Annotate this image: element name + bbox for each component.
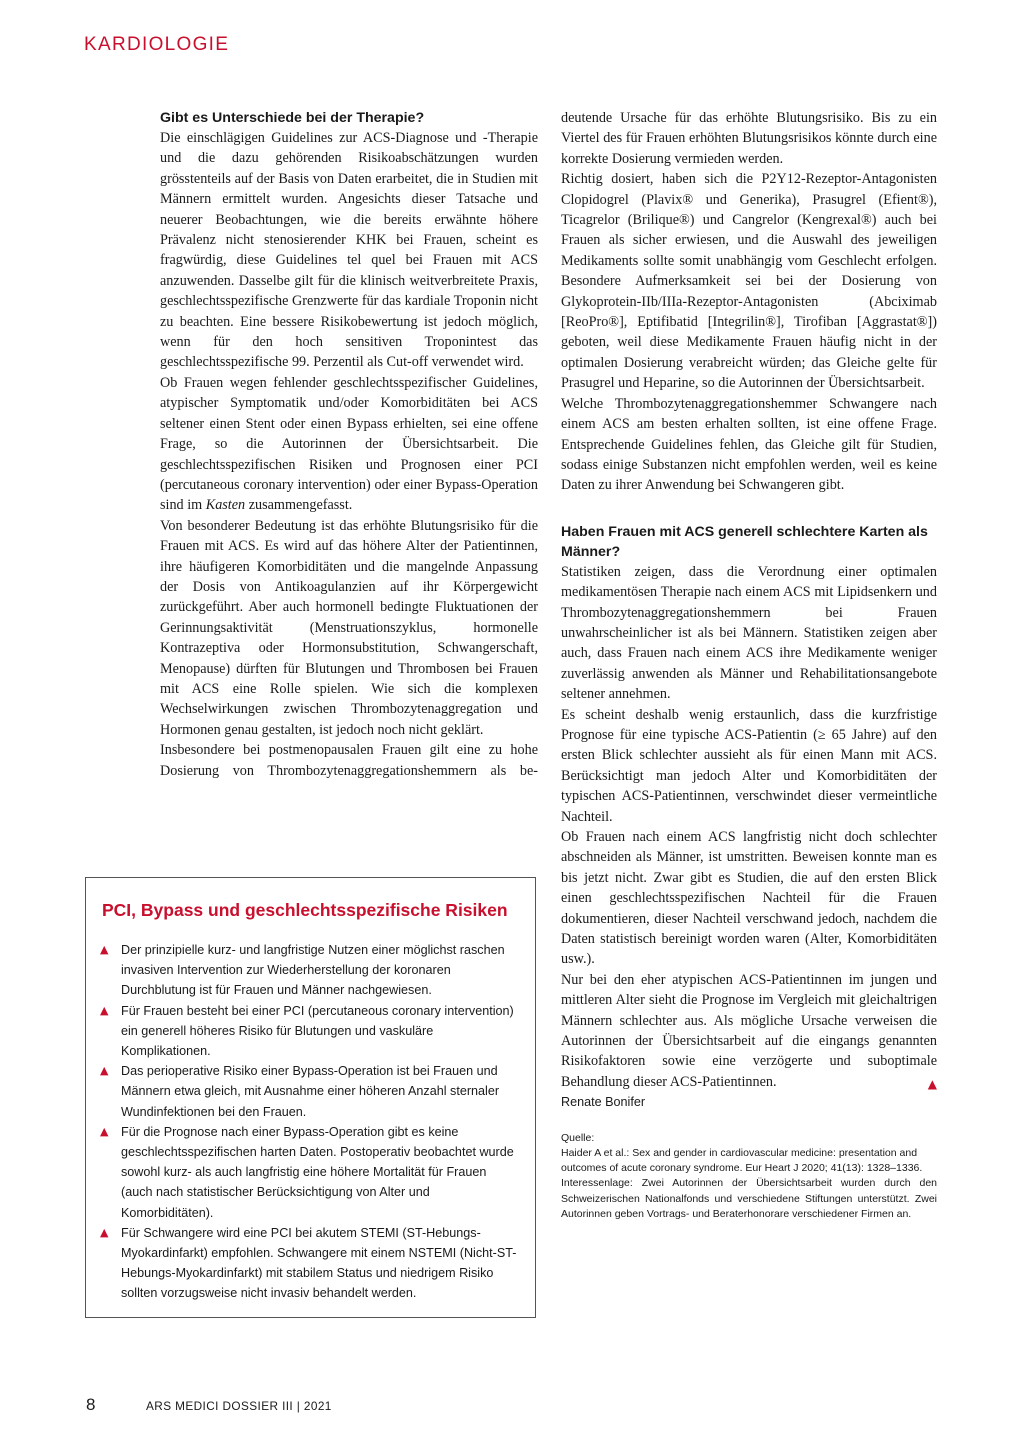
paragraph: Welche Thrombozytenaggregationshemmer Schwangere nach einem ACS am besten erhalten sollten, ist eine offene Frage. Entsprechende Guidelines fehlen, das Gleiche gilt für Studien, sodass einige Substanzen nicht empfohlen werden, weil es keine Daten zu ihrer Anwendung bei Schwangeren gibt. xyxy=(561,395,937,494)
paragraph: Statistiken zeigen, dass die Verordnung einer optimalen medikamentösen Therapie nach einem ACS mit Lipidsenkern und Thrombozytenaggregationshemmern bei Frauen unwahrscheinlicher ist als bei Männern. Statistiken zeigen aber auch, dass Frauen nach einem ACS ihre Medikamente weniger zuverlässig anwenden als Männer und Rehabilitationsangebote seltener annehmen. xyxy=(561,563,937,703)
box-item-text: Das perioperative Risiko einer Bypass-Operation ist bei Frauen und Männern etwa gleich, mit Ausnahme einer höheren Anzahl sternaler Wundinfektionen bei den Frauen. xyxy=(121,1064,500,1119)
box-list-item xyxy=(100,1122,517,1223)
source-block xyxy=(561,1131,937,1177)
right-column xyxy=(561,108,937,1222)
paragraph: deutende Ursache für das erhöhte Blutungsrisiko. Bis zu ein Viertel des für Frauen erhöhten Blutungsrisikos könnte durch eine korrekte Dosierung vermieden werden. xyxy=(561,110,937,167)
page-number: 8 xyxy=(86,1395,96,1414)
box-item-text: Der prinzipielle kurz- und langfristige Nutzen einer möglichst raschen invasiven Intervention zur Wiederherstellung der koronaren Durchblutung ist für Frauen und Männer nachgewiesen. xyxy=(121,943,505,998)
source-label: Quelle: xyxy=(561,1131,595,1144)
triangle-bullet-icon: ▲ xyxy=(100,1064,109,1078)
box-item-text: Für Schwangere wird eine PCI bei akutem STEMI (ST-Hebungs-Myokardinfarkt) empfohlen. Schwangere mit einem NSTEMI (Nicht-ST-Hebungs-Myokardinfarkt) mit stabilem Status und niedrigem Risiko sollten vorzugsweise nicht invasiv behandelt werden. xyxy=(121,1225,517,1301)
paragraph: Ob Frauen nach einem ACS langfristig nicht doch schlechter abschneiden als Männer, ist umstritten. Beweisen konnte man es bis jetzt nicht. Zwar gibt es Studien, die auf den ersten Blick einen geschlechtsspezifischen Nachteil für die Frauen dokumentieren, dieser Nachteil verschwand jedoch, nachdem die Daten statistisch bereinigt worden waren (Alter, Komorbiditäten usw.). xyxy=(561,829,937,968)
end-of-article-icon: ▲ xyxy=(927,1076,937,1091)
triangle-bullet-icon: ▲ xyxy=(100,943,109,956)
conflict-of-interest: Interessenlage: Zwei Autorinnen der Übersichtsarbeit wurden durch den Schweizerischen Nationalfonds und verschiedene Stiftungen unterstützt. Zwei Autorinnen geben Vortrags- und Beraterhonorare verschiedener Firmen an. xyxy=(561,1177,937,1220)
paragraph: Es scheint deshalb wenig erstaunlich, dass die kurzfristige Prognose für eine typische ACS-Patientin (≥ 65 Jahre) auf den ersten Blick schlechter aussieht als für einen Mann mit ACS. Berücksichtigt man jedoch Alter und Komorbiditäten der typischen ACS-Patientinnen, verschwindet dieser vermeintliche Nachteil. xyxy=(561,706,937,825)
kasten-reference: Kasten xyxy=(205,497,246,514)
paragraph-final xyxy=(561,970,937,1092)
paragraph: Die einschlägigen Guidelines zur ACS-Diagnose und -Therapie und die dazu gehörenden Risikoabschätzungen wurden grösstenteils auf der Basis von Daten erarbeitet, die in Studien mit Männern ermittelt wurden. Angesichts dieser Tatsache und neuerer Beobachtungen, wie die bereits erwähnte höhere Prävalenz nicht stenosierender KHK bei Frauen, scheint es fragwürdig, diese Guidelines tel quel bei Frauen mit ACS anzuwenden. Dasselbe gilt für die klinisch weitverbreitete Praxis, geschlechtsspezifische Grenzwerte für das kardiale Troponin nicht zu beachten. Eine bessere Risikobewertung ist jedoch möglich, wenn für den hoch sensitiven Troponintest das geschlechtsspezifische 99. Perzentil als Cut-off verwendet wird. xyxy=(160,130,538,371)
author-name: Renate Bonifer xyxy=(561,1095,646,1110)
paragraph: Von besonderer Bedeutung ist das erhöhte Blutungsrisiko für die Frauen mit ACS. Es wird auf das höhere Alter der Patientinnen, ihre häufigeren Komorbiditäten und die mangelnde Anpassung der Dosis von Antikoagulanzien auf ihr Körpergewicht zurückgeführt. Aber auch hormonell bedingte Fluktuationen der Gerinnungsaktivität (Menstruationszyklus, hormonelle Kontrazeptiva oder Hormonsubstitution, Schwangerschaft, Menopause) dürften für Blutungen und Thrombosen bei Frauen mit ACS eine Rolle spielen. Wie sich die komplexen Wechselwirkungen zwischen Thrombozytenaggregation und Hormonen genau gestalten, ist jedoch noch nicht geklärt. xyxy=(160,517,538,738)
paragraph: Richtig dosiert, haben sich die P2Y12-Rezeptor-Antagonisten Clopidogrel (Plavix® und Generika), Prasugrel (Efient®), Ticagrelor (Brilique®) und Cangrelor (Kengrexal®) auch bei Frauen als sicher erwiesen, und die Auswahl des jeweiligen Medikaments sollte somit unabhängig vom Geschlecht erfolgen. Besondere Aufmerksamkeit sei bei der Dosierung von Glykoprotein-IIb/IIIa-Rezeptor-Antagonisten (Abciximab [ReoPro®], Eptifibatid [Integrilin®], Tirofiban [Aggrastat®]) geboten, weil diese Medikamente Frauen häufig nicht in der optimalen Dosierung verabreicht würden; das Gleiche gelte für Prasugrel und Heparine, so die Autorinnen der Übersichtsarbeit. xyxy=(561,171,937,392)
triangle-bullet-icon: ▲ xyxy=(100,1003,109,1017)
publication-info: ARS MEDICI DOSSIER III | 2021 xyxy=(146,1399,332,1413)
subheading-prognosis: Haben Frauen mit ACS generell schlechtere Karten als Männer? xyxy=(561,523,928,560)
info-box xyxy=(85,877,536,1318)
box-list-item xyxy=(100,1001,517,1062)
triangle-bullet-icon: ▲ xyxy=(100,1124,109,1138)
left-column xyxy=(160,108,538,781)
source-citation: Haider A et al.: Sex and gender in cardiovascular medicine: presentation and outcomes of acute coronary syndrome. Eur Heart J 2020; 41(13): 1328–1336. xyxy=(561,1146,923,1175)
paragraph-kasten xyxy=(160,373,538,516)
box-list-item xyxy=(100,940,517,1001)
paragraph-text: Ob Frauen wegen fehlender geschlechtsspezifischer Guidelines, atypischer Symptomatik und/oder Komorbiditäten bei ACS seltener einen Stent oder einen Bypass erhielten, sei eine offene Frage, so die Autorinnen der Übersichtsarbeit. Die geschlechtsspezifischen Risiken und Prognosen einer PCI (percutaneous coronary intervention) oder einer Bypass-Operation sind im xyxy=(160,374,538,514)
triangle-bullet-icon: ▲ xyxy=(100,1225,109,1239)
box-item-text: Für die Prognose nach einer Bypass-Operation gibt es keine geschlechtsspezifischen harten Daten. Postoperativ beobachtet wurde sowohl kurz- als auch langfristig eine höhere Mortalität für Frauen (auch nach statistischer Berücksichtigung von Alter und Komorbiditäten). xyxy=(121,1124,514,1220)
box-title: PCI, Bypass und geschlechtsspezifische Risiken xyxy=(102,900,508,920)
box-list-item xyxy=(100,1223,517,1304)
box-item-text: Für Frauen besteht bei einer PCI (percutaneous coronary intervention) ein generell höheres Risiko für Blutungen und vaskuläre Komplikationen. xyxy=(121,1003,514,1059)
section-header: KARDIOLOGIE xyxy=(84,34,230,55)
box-list xyxy=(100,940,517,1304)
subheading-therapy: Gibt es Unterschiede bei der Therapie? xyxy=(160,110,425,126)
paragraph: Insbesondere bei postmenopausalen Frauen gilt eine zu hohe Dosierung von Thrombozytenaggregationshemmern als be- xyxy=(160,742,538,779)
box-list-item xyxy=(100,1061,517,1122)
paragraph-text: Nur bei den eher atypischen ACS-Patientinnen im jungen und mittleren Alter sieht die Prognose im Vergleich mit gleichaltrigen Männern schlechter aus. Als mögliche Ursache verweisen die Autorinnen der Übersichtsarbeit auf die eingangs genannten Risikofaktoren sowie eine verzögerte und suboptimale Behandlung dieser ACS-Patientinnen. xyxy=(561,971,937,1090)
paragraph-tail: zusammengefasst. xyxy=(245,497,353,514)
